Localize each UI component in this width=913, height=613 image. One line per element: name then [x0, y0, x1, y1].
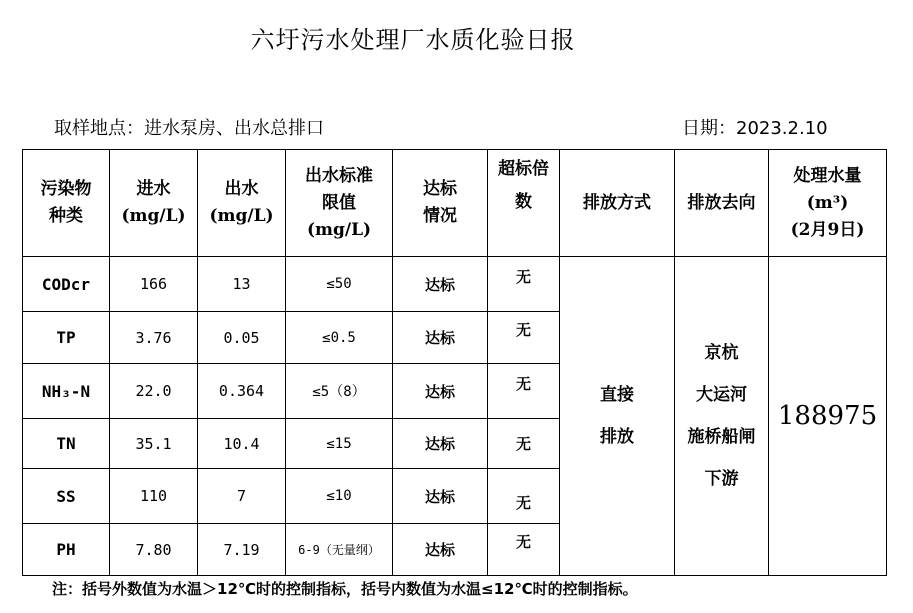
report-date: 日期：2023.2.10 — [682, 118, 828, 139]
report-title: 六圩污水处理厂水质化验日报 — [250, 26, 576, 54]
limit-cell: ≤5（8） — [286, 364, 393, 419]
influent-cell: 3.76 — [110, 312, 198, 364]
status-cell: 达标 — [393, 364, 488, 419]
effluent-cell: 13 — [198, 257, 286, 312]
table-row — [23, 257, 887, 312]
discharge-dest-line1: 京杭 — [704, 343, 739, 363]
header-limit-line1: 出水标准 — [305, 165, 373, 186]
treated-volume-cell: 188975 — [769, 257, 887, 576]
influent-cell: 22.0 — [110, 364, 198, 419]
discharge-mode-cell — [560, 257, 675, 576]
footnote: 注：括号外数值为水温＞12℃时的控制指标，括号内数值为水温≤12℃时的控制指标。 — [52, 580, 638, 598]
header-exceed-line1: 超标倍 — [498, 159, 549, 179]
discharge-mode-line2: 排放 — [600, 427, 634, 447]
effluent-cell: 7 — [198, 469, 286, 524]
param-cell: PH — [23, 524, 110, 576]
param-cell: CODcr — [23, 257, 110, 312]
header-volume-line1: 处理水量 — [793, 165, 862, 186]
table-header-row — [23, 150, 887, 257]
header-exceed — [488, 150, 560, 257]
param-cell: TN — [23, 419, 110, 469]
exceed-value: 无 — [515, 533, 531, 551]
discharge-mode-line1: 直接 — [600, 385, 634, 405]
header-status-line2: 情况 — [423, 206, 457, 226]
header-pollutant — [23, 150, 110, 257]
header-influent — [110, 150, 198, 257]
exceed-cell — [488, 257, 560, 312]
header-volume-line3: (2月9日) — [790, 219, 865, 240]
effluent-cell: 0.05 — [198, 312, 286, 364]
param-cell: TP — [23, 312, 110, 364]
exceed-cell — [488, 419, 560, 469]
param-cell: SS — [23, 469, 110, 524]
effluent-cell: 0.364 — [198, 364, 286, 419]
header-influent-line2: (mg/L) — [121, 206, 186, 226]
header-effluent — [198, 150, 286, 257]
header-influent-line1: 进水 — [136, 179, 171, 199]
limit-cell: ≤50 — [286, 257, 393, 312]
limit-cell: ≤0.5 — [286, 312, 393, 364]
status-cell: 达标 — [393, 524, 488, 576]
exceed-cell — [488, 524, 560, 576]
header-effluent-line2: (mg/L) — [209, 206, 274, 226]
status-cell: 达标 — [393, 257, 488, 312]
exceed-value: 无 — [515, 374, 531, 393]
header-exceed-line2: 数 — [515, 192, 532, 212]
exceed-value: 无 — [515, 267, 531, 286]
effluent-cell: 10.4 — [198, 419, 286, 469]
header-volume — [769, 150, 887, 257]
header-volume-line2: (m³) — [806, 192, 849, 213]
exceed-value: 无 — [515, 435, 531, 453]
exceed-cell — [488, 312, 560, 364]
exceed-value: 无 — [515, 321, 531, 339]
exceed-value: 无 — [515, 493, 531, 512]
status-cell: 达标 — [393, 469, 488, 524]
header-limit-line2: 限值 — [322, 192, 356, 213]
limit-cell: ≤15 — [286, 419, 393, 469]
header-status — [393, 150, 488, 257]
limit-cell: ≤10 — [286, 469, 393, 524]
header-status-line1: 达标 — [423, 179, 457, 199]
discharge-dest-line2: 大运河 — [696, 385, 747, 405]
exceed-cell — [488, 364, 560, 419]
header-discharge-dest: 排放去向 — [675, 150, 769, 257]
header-limit — [286, 150, 393, 257]
discharge-dest-line3: 施桥船闸 — [687, 427, 756, 447]
exceed-cell — [488, 469, 560, 524]
header-limit-line3: (mg/L) — [306, 219, 372, 240]
header-discharge-mode: 排放方式 — [560, 150, 675, 257]
influent-cell: 110 — [110, 469, 198, 524]
influent-cell: 35.1 — [110, 419, 198, 469]
sampling-location: 取样地点：进水泵房、出水总排口 — [54, 118, 324, 139]
status-cell: 达标 — [393, 419, 488, 469]
effluent-cell: 7.19 — [198, 524, 286, 576]
discharge-dest-line4: 下游 — [704, 469, 739, 489]
param-cell: NH₃-N — [23, 364, 110, 419]
influent-cell: 166 — [110, 257, 198, 312]
header-pollutant-line1: 污染物 — [40, 179, 92, 199]
limit-cell: 6-9（无量纲） — [286, 524, 393, 576]
water-quality-table — [22, 149, 887, 576]
header-effluent-line1: 出水 — [224, 179, 259, 199]
status-cell: 达标 — [393, 312, 488, 364]
discharge-dest-cell — [675, 257, 769, 576]
influent-cell: 7.80 — [110, 524, 198, 576]
header-pollutant-line2: 种类 — [49, 206, 83, 226]
